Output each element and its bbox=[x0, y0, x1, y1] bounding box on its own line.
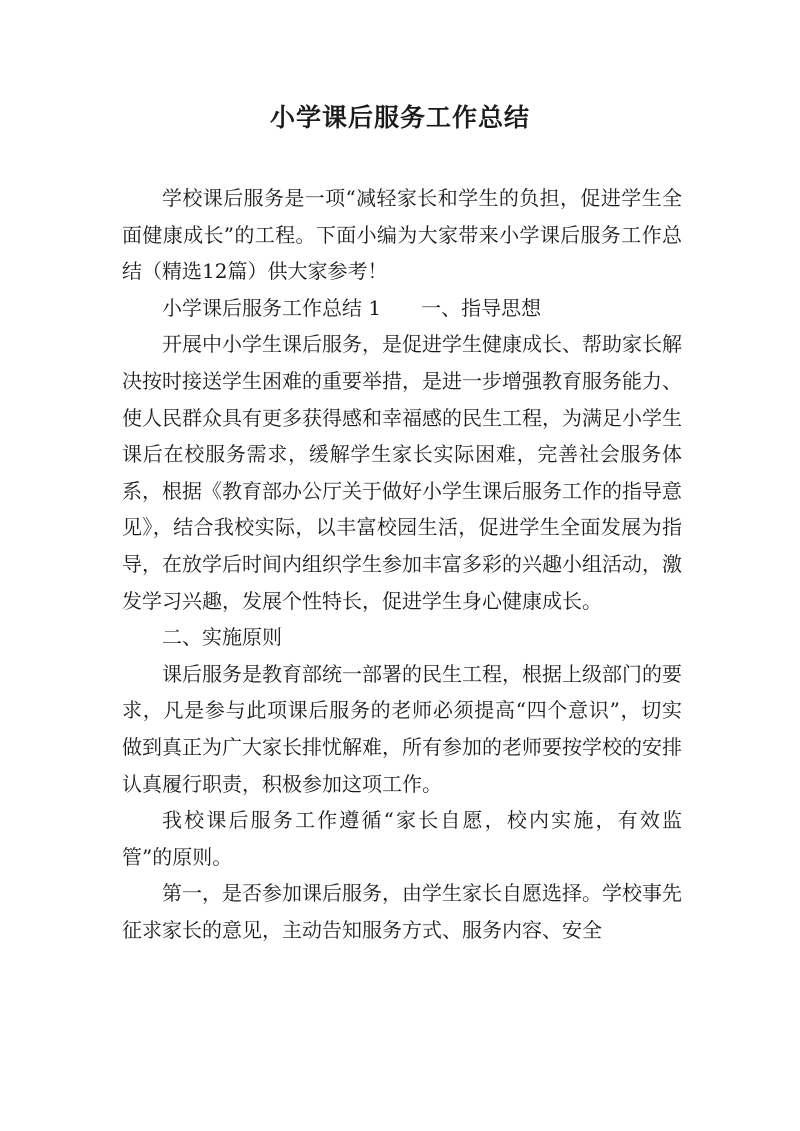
section-heading: 一、指导思想 bbox=[421, 295, 542, 320]
principles-heading: 二、实施原则 bbox=[162, 625, 282, 650]
document-body bbox=[122, 180, 682, 948]
section-heading-line bbox=[122, 290, 682, 327]
principles-paragraph: 课后服务是教育部统一部署的民生工程，根据上级部门的要求，凡是参与此项课后服务的老师必须提高“四个意识”，切实做到真正为广大家长排忧解难，所有参加的老师要按学校的安排认真履行职责，积极参加这项工作。 bbox=[122, 661, 682, 796]
guiding-paragraph: 开展中小学生课后服务，是促进学生健康成长、帮助家长解决按时接送学生困难的重要举措，是进一步增强教育服务能力、使人民群众具有更多获得感和幸福感的民生工程，为满足小学生课后在校服务需求，缓解学生家长实际困难，完善社会服务体系，根据《教育部办公厅关于做好小学生课后服务工作的指导意见》，结合我校实际，以丰富校园生活，促进学生全面发展为指导，在放学后时间内组织学生参加丰富多彩的兴趣小组活动，激发学习兴趣，发展个性特长，促进学生身心健康成长。 bbox=[122, 332, 682, 613]
rule-paragraph: 我校课后服务工作遵循“家长自愿，校内实施，有效监管”的原则。 bbox=[122, 808, 682, 869]
document-title: 小学课后服务工作总结 bbox=[269, 103, 530, 132]
first-point-paragraph: 第一，是否参加课后服务，由学生家长自愿选择。学校事先征求家长的意见，主动告知服务方式、服务内容、安全 bbox=[122, 881, 682, 942]
intro-paragraph: 学校课后服务是一项“减轻家长和学生的负担，促进学生全面健康成长”的工程。下面小编为大家带来小学课后服务工作总结（精选12篇）供大家参考！ bbox=[122, 186, 682, 284]
section-label: 小学课后服务工作总结 1 bbox=[162, 295, 382, 320]
